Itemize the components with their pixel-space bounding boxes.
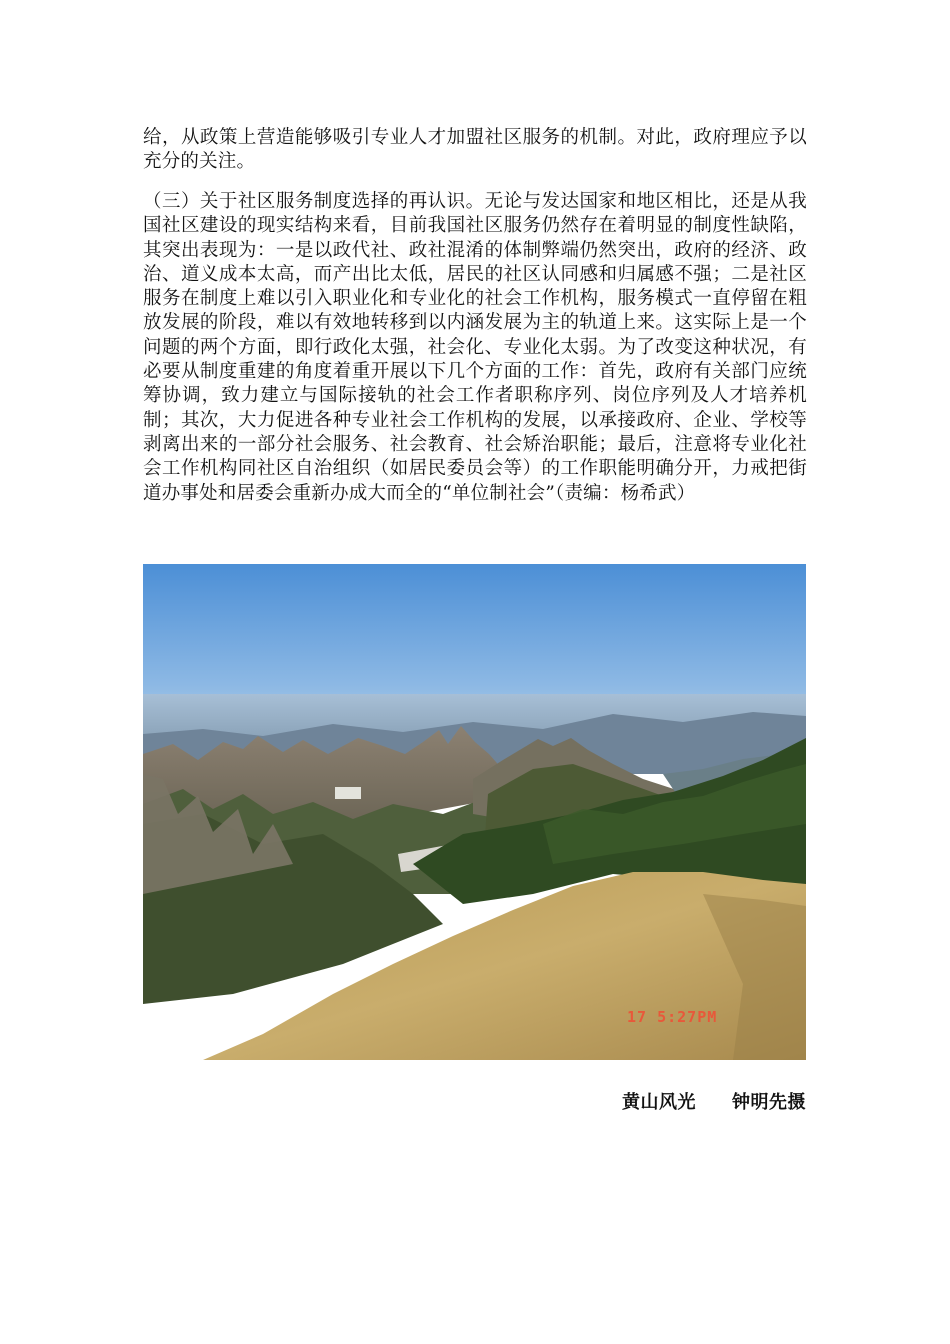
paragraph-1: 给，从政策上营造能够吸引专业人才加盟社区服务的机制。对此，政府理应予以充分的关注。 bbox=[143, 127, 807, 173]
caption-credit: 钟明先摄 bbox=[732, 1092, 806, 1113]
landscape-photo bbox=[143, 564, 806, 1060]
caption-title: 黄山风光 bbox=[622, 1092, 696, 1113]
building-upper bbox=[335, 787, 361, 799]
paragraph-2: （三）关于社区服务制度选择的再认识。无论与发达国家和地区相比，还是从我国社区建设的现实结构来看，目前我国社区服务仍然存在着明显的制度性缺陷，其突出表现为：一是以政代社、政社混淆的体制弊端仍然突出，政府的经济、政治、道义成本太高，而产出比太低，居民的社区认同感和归属感不强；二是社区服务在制度上难以引入职业化和专业化的社会工作机构，服务模式一直停留在粗放发展的阶段，难以有效地转移到以内涵发展为主的轨道上来。这实际上是一个问题的两个方面，即行政化太强，社会化、专业化太弱。为了改变这种状况，有必要从制度重建的角度着重开展以下几个方面的工作：首先，政府有关部门应统筹协调，致力建立与国际接轨的社会工作者职称序列、岗位序列及人才培养机制；其次，大力促进各种专业社会工作机构的发展，以承接政府、企业、学校等剥离出来的一部分社会服务、社会教育、社会矫治职能；最后，注意将专业化社会工作机构同社区自治组织（如居民委员会等）的工作职能明确分开，力戒把街道办事处和居委会重新办成大而全的“单位制社会”（责编：杨希武） bbox=[143, 191, 807, 504]
photo-timestamp: 17 5:27PM bbox=[627, 1008, 718, 1026]
mountain-scene bbox=[143, 564, 806, 1060]
photo-caption bbox=[622, 1088, 806, 1114]
